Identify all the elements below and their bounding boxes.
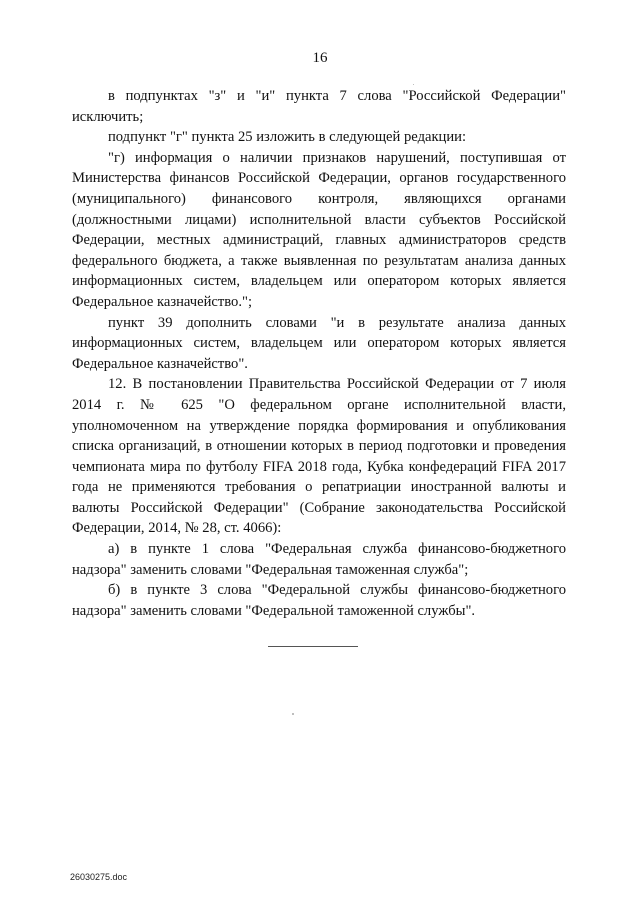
scan-speck	[292, 713, 294, 715]
closing-rule	[268, 646, 358, 647]
scan-speck	[413, 84, 414, 85]
footer-filename: 26030275.doc	[70, 872, 128, 882]
paragraph-2: подпункт "г" пункта 25 изложить в следующей редакции:	[108, 129, 467, 146]
document-body	[72, 86, 566, 621]
paragraph-4: пункт 39 дополнить словами "и в результате анализа данных информационных систем, владельцем или оператором которых является Федеральное казначейство".	[72, 314, 566, 372]
paragraph-5: 12. В постановлении Правительства Российской Федерации от 7 июля 2014 г. № 625 "О федеральном органе исполнительной власти, уполномоченном на утверждение порядка формирования и опубликования списка организаций, в отношении которых в период подготовки и проведения чемпионата мира по футболу FIFA 2018 года, Кубка конфедераций FIFA 2017 года не применяются требования о репатриации иностранной валюты и валюты Российской Федерации" (Собрание законодательства Российской Федерации, 2014, № 28, ст. 4066):	[72, 376, 566, 537]
paragraph-1: в подпунктах "з" и "и" пункта 7 слова "Российской Федерации" исключить;	[72, 88, 566, 125]
paragraph-7: б) в пункте 3 слова "Федеральной службы финансово-бюджетного надзора" заменить словами "Федеральной таможенной службы".	[72, 582, 566, 619]
page-number: 16	[312, 50, 328, 66]
paragraph-6: а) в пункте 1 слова "Федеральная служба финансово-бюджетного надзора" заменить словами "Федеральная таможенная служба";	[72, 541, 566, 578]
paragraph-3: "г) информация о наличии признаков нарушений, поступившая от Министерства финансов Российской Федерации, органов государственного (муниципального) финансового контроля, являющихся органами (должностными лицами) исполнительной власти субъектов Российской Федерации, местных администраций, главных администраторов средств федерального бюджета, а также выявленная по результатам анализа данных информационных систем, владельцем или оператором которых является Федеральное казначейство.";	[72, 149, 566, 310]
